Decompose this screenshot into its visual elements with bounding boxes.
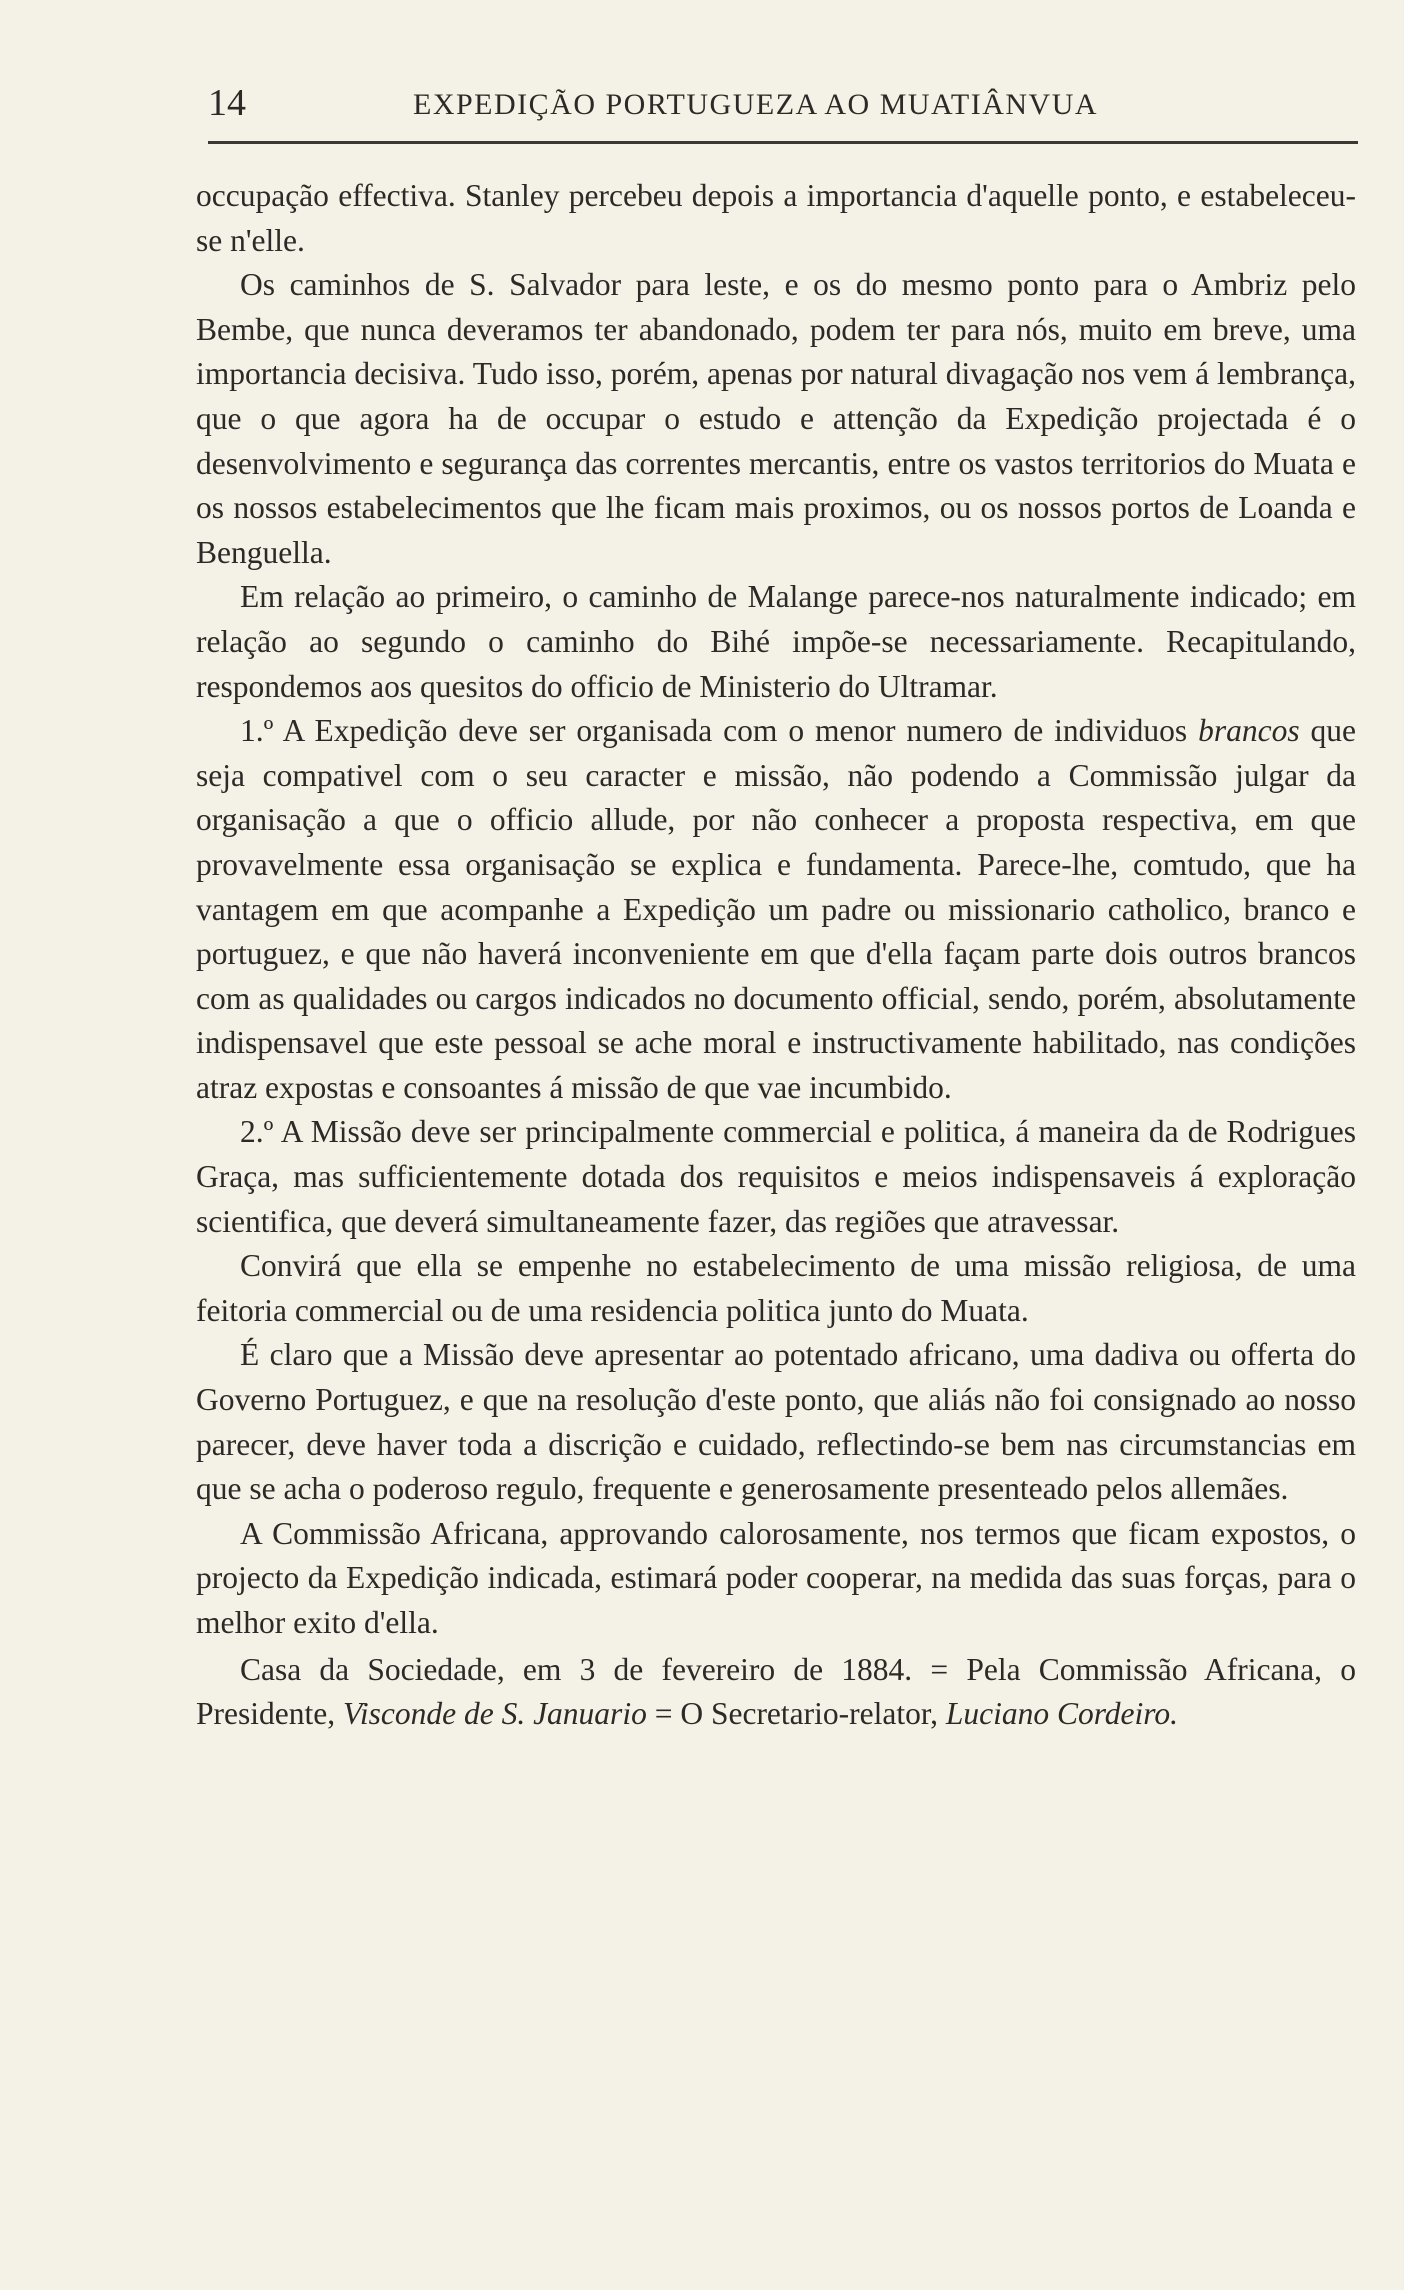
body-text [196,174,1356,1737]
item-1-text-after: que seja compativel com o seu caracter e missão, não podendo a Commissão julgar da organisação a que o officio allude, por não conhecer a proposta respectiva, em que provavelmente essa organisação se explica e fundamenta. Parece-lhe, comtudo, que ha vantagem em que acompanhe a Expedição um padre ou missionario catholico, branco e portuguez, e que não haverá inconveniente em que d'ella façam parte dois outros brancos com as qualidades ou cargos indicados no documento official, sendo, porém, absolutamente indispensavel que este pessoal se ache moral e instructivamente habilitado, nas condições atraz expostas e consoantes á missão de que vae incumbido. [196,713,1357,1105]
header-rule [208,141,1358,144]
page-number: 14 [208,82,246,124]
paragraph-closing-signature [196,1648,1356,1737]
paragraph-item-1 [196,709,1356,1110]
closing-separator: = O Secretario-relator, [646,1696,946,1732]
running-title: EXPEDIÇÃO PORTUGUEZA AO MUATIÂNVUA [413,88,1099,121]
paragraph-item-2: 2.º A Missão deve ser principalmente commercial e politica, á maneira da de Rodrigues Graça, mas sufficientemente dotada dos requisitos e meios indispensaveis á exploração scientifica, que deverá simultaneamente fazer, das regiões que atravessar. [196,1114,1356,1239]
paragraph-relacao: Em relação ao primeiro, o caminho de Malange parece-nos naturalmente indicado; em relação ao segundo o caminho do Bihé impõe-se necessariamente. Recapitulando, respondemos aos quesitos do officio de Ministerio do Ultramar. [196,579,1356,704]
president-name: Visconde de S. Januario [342,1696,647,1732]
closing-text: Casa da Sociedade, em 3 de fevereiro de 1884. = Pela Commissão Africana, o Presidente, [196,1651,1356,1732]
paragraph-continuation: occupação effectiva. Stanley percebeu depois a importancia d'aquelle ponto, e estabeleceu-se n'elle. [196,178,1356,258]
paragraph-commissao: A Commissão Africana, approvando calorosamente, nos termos que ficam expostos, o projecto da Expedição indicada, estimará poder cooperar, na medida das suas forças, para o melhor exito d'ella. [196,1515,1356,1640]
paragraph-caminhos: Os caminhos de S. Salvador para leste, e os do mesmo ponto para o Ambriz pelo Bembe, que nunca deveramos ter abandonado, podem ter para nós, muito em breve, uma importancia decisiva. Tudo isso, porém, apenas por natural divagação nos vem á lembrança, que o que agora ha de occupar o estudo e attenção da Expedição projectada é o desenvolvimento e segurança das correntes mercantis, entre os vastos territorios do Muata e os nossos estabelecimentos que lhe ficam mais proximos, ou os nossos portos de Loanda e Benguella. [196,267,1356,570]
paragraph-e-claro: É claro que a Missão deve apresentar ao potentado africano, uma dadiva ou offerta do Governo Portuguez, e que na resolução d'este ponto, que aliás não foi consignado ao nosso parecer, deve haver toda a discrição e cuidado, reflectindo-se bem nas circumstancias em que se acha o poderoso regulo, frequente e generosamente presenteado pelos allemães. [196,1337,1356,1507]
item-1-italic-word: brancos [1198,713,1300,749]
running-head [208,78,1356,128]
secretary-name: Luciano Cordeiro. [945,1696,1179,1732]
item-1-text-before: 1.º A Expedição deve ser organisada com o menor numero de individuos [240,713,1199,749]
paragraph-convira: Convirá que ella se empenhe no estabelecimento de uma missão religiosa, de uma feitoria commercial ou de uma residencia politica junto do Muata. [196,1248,1356,1328]
